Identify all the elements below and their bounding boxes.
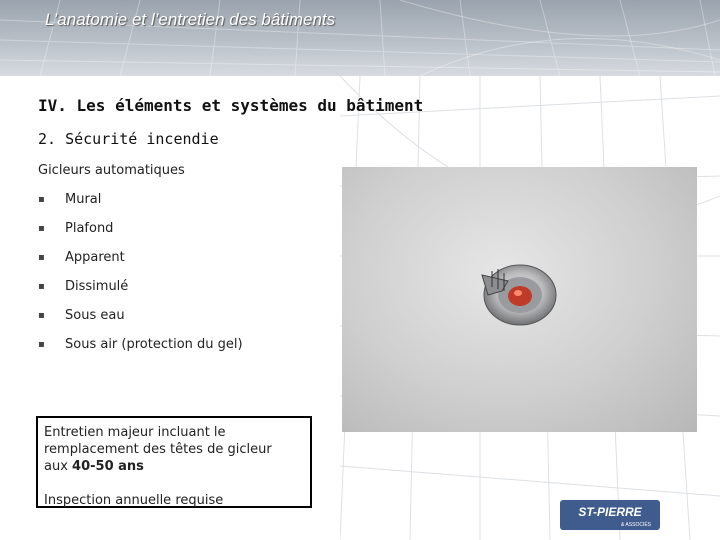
sprinkler-head-photo bbox=[342, 167, 697, 432]
note-inspection: Inspection annuelle requise bbox=[44, 493, 224, 508]
section-heading: IV. Les éléments et systèmes du bâtiment bbox=[38, 96, 424, 115]
list-item bbox=[38, 249, 243, 278]
bullet-icon: ▪ bbox=[38, 223, 45, 234]
logo-tagline: & ASSOCIÉS bbox=[620, 522, 652, 528]
list-item bbox=[38, 336, 243, 365]
list-item bbox=[38, 191, 243, 220]
note-line: Entretien majeur incluant le bbox=[44, 425, 226, 440]
bullet-icon: ▪ bbox=[38, 339, 45, 350]
header-band bbox=[0, 0, 720, 76]
list-item bbox=[38, 278, 243, 307]
sprinkler-types-list bbox=[38, 191, 243, 365]
list-item-label: Mural bbox=[65, 192, 102, 207]
logo-brand: ST-PIERRE bbox=[578, 505, 642, 519]
list-item-label: Sous eau bbox=[65, 308, 125, 323]
maintenance-note-box bbox=[36, 416, 312, 508]
list-item bbox=[38, 307, 243, 336]
list-item-label: Plafond bbox=[65, 221, 114, 236]
presentation-title: L’anatomie et l’entretien des bâtiments bbox=[45, 10, 336, 29]
note-line bbox=[44, 458, 310, 475]
bullet-icon: ▪ bbox=[38, 252, 45, 263]
note-line: remplacement des têtes de gicleur bbox=[44, 442, 272, 457]
note-text: aux bbox=[44, 459, 73, 474]
bullet-icon: ▪ bbox=[38, 194, 45, 205]
list-item-label: Dissimulé bbox=[65, 279, 129, 294]
note-emphasis: 40-50 ans bbox=[72, 459, 144, 474]
bullet-icon: ▪ bbox=[38, 281, 45, 292]
list-item-label: Apparent bbox=[65, 250, 125, 265]
subsection-heading: 2. Sécurité incendie bbox=[38, 130, 219, 148]
list-item-label: Sous air (protection du gel) bbox=[65, 337, 243, 352]
list-item bbox=[38, 220, 243, 249]
bullet-icon: ▪ bbox=[38, 310, 45, 321]
sprinkler-illustration bbox=[342, 167, 697, 432]
st-pierre-logo bbox=[560, 498, 660, 536]
topic-label: Gicleurs automatiques bbox=[38, 163, 185, 178]
